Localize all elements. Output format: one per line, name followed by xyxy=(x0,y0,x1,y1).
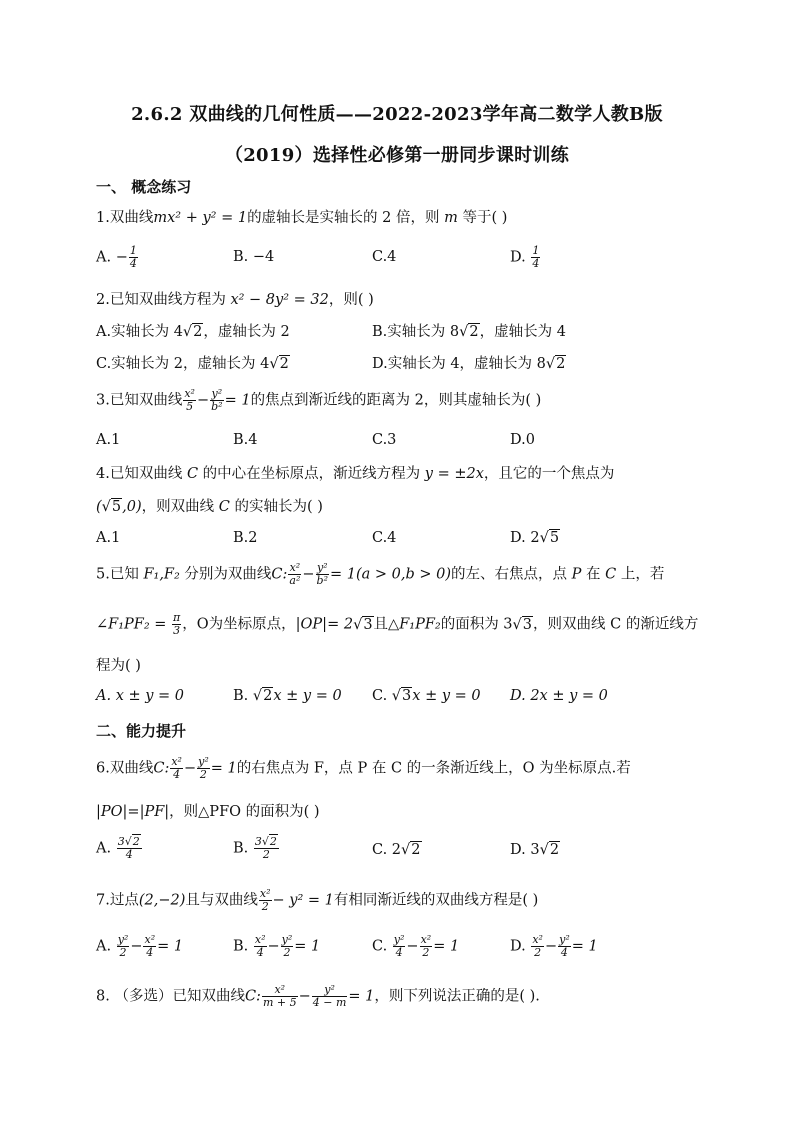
q2-options-row-2 xyxy=(96,352,716,382)
q7-option-a: A. $\frac{\text{y²}}{2}$ − $\frac{\text{x²}}{4}$ = 1 xyxy=(96,933,184,959)
q5-option-a: A. x ± y = 0 xyxy=(96,688,185,704)
q7-option-c: C. $\frac{\text{y²}}{4}$ − $\frac{\text{x²}}{2}$ = 1 xyxy=(372,933,460,959)
q1-text-2: 的虚轴长是实轴长的 2 倍，则 xyxy=(247,210,445,226)
q6-option-d: D. 3√2 xyxy=(510,842,560,858)
q4-option-d: D. 2√5 xyxy=(510,530,560,546)
question-4-line-2: (√5,0)，则双曲线 C 的实轴长为( ) xyxy=(96,499,323,515)
section-heading-concept: 一、 概念练习 xyxy=(96,178,192,196)
question-4-line-1: 4.已知双曲线 C 的中心在坐标原点，渐近线方程为 y = ±2x，且它的一个焦点为 xyxy=(96,466,615,482)
question-2: 2.已知双曲线方程为 x² − 8y² = 32，则( ) xyxy=(96,292,374,308)
q1-option-b: B. −4 xyxy=(233,249,275,265)
q3-options xyxy=(96,432,716,462)
title-line-2: （2019）选择性必修第一册同步课时训练 xyxy=(224,145,570,166)
question-8: 8. （多选）已知双曲线C: $\frac{\text{x²}}{m + 5}$ − $\frac{\text{y²}}{4 - m}$ = 1，则下列说法正确的是( ). xyxy=(96,983,540,1009)
q1-option-c: C.4 xyxy=(372,249,397,265)
question-5-line-3: 程为( ) xyxy=(96,658,141,674)
q2-option-d: D.实轴长为 4，虚轴长为 8√2 xyxy=(372,356,566,372)
q2-equation: x² − 8y² = 32 xyxy=(230,292,329,308)
q1-option-d: D. $\frac{1}{4}$ xyxy=(510,244,540,270)
q2-option-a: A.实轴长为 4√2，虚轴长为 2 xyxy=(96,324,290,340)
question-6-line-2: |PO|=|PF|，则△PFO 的面积为( ) xyxy=(96,804,320,820)
q4-option-a: A.1 xyxy=(96,530,121,546)
q6-option-b: B. $\frac{3√2}{2}$ xyxy=(233,835,277,861)
section-heading-ability: 二、能力提升 xyxy=(96,722,187,740)
question-5-line-1: 5.已知 F₁,F₂ 分别为双曲线C: $\frac{\text{x²}}{\text{a²}}$ − $\frac{\text{y²}}{\text{b²}}$ = 1(a > 0,b > 0)的左、右焦点，点 P 在 C 上，若 xyxy=(96,561,665,587)
q5-options xyxy=(96,688,716,718)
q1-text: 1.双曲线 xyxy=(96,210,154,226)
q6-option-c: C. 2√2 xyxy=(372,842,421,858)
q7-options xyxy=(96,934,716,964)
q7-option-b: B. $\frac{\text{x²}}{4}$ − $\frac{\text{y²}}{2}$ = 1 xyxy=(233,933,321,959)
q3-option-b: B.4 xyxy=(233,432,258,448)
title-line-1: 2.6.2 双曲线的几何性质——2022-2023学年高二数学人教B版 xyxy=(131,104,663,125)
q3-option-d: D.0 xyxy=(510,432,535,448)
q6-option-a: A. $\frac{3√2}{4}$ xyxy=(96,835,140,861)
q1-variable: m xyxy=(444,210,458,226)
q3-option-a: A.1 xyxy=(96,432,121,448)
q4-option-c: C.4 xyxy=(372,530,397,546)
q2-options-row-1 xyxy=(96,320,716,350)
q2-option-b: B.实轴长为 8√2，虚轴长为 4 xyxy=(372,324,566,340)
question-1 xyxy=(96,206,507,227)
q4-option-b: B.2 xyxy=(233,530,258,546)
q1-options xyxy=(96,245,716,275)
question-6-line-1: 6.双曲线C: $\frac{\text{x²}}{4}$ − $\frac{\text{y²}}{2}$ = 1的右焦点为 F，点 P 在 C 的一条渐近线上，O 为坐标原点.若 xyxy=(96,755,631,781)
q7-option-d: D. $\frac{\text{x²}}{2}$ − $\frac{\text{y²}}{4}$ = 1 xyxy=(510,933,598,959)
q1-text-3: 等于( ) xyxy=(457,210,508,226)
q5-option-d: D. 2x ± y = 0 xyxy=(510,688,608,704)
question-7: 7.过点(2,−2)且与双曲线 $\frac{\text{x²}}{2}$ − y² = 1有相同渐近线的双曲线方程是( ) xyxy=(96,887,539,913)
q6-options xyxy=(96,836,716,866)
q4-options xyxy=(96,530,716,560)
q5-option-c: C. √3x ± y = 0 xyxy=(372,688,481,704)
q3-option-c: C.3 xyxy=(372,432,397,448)
question-3: 3.已知双曲线 $\frac{\text{x²}}{5}$ − $\frac{\text{y²}}{\text{b²}}$ = 1的焦点到渐近线的距离为 2，则其虚轴长为( ) xyxy=(96,387,542,413)
q2-option-c: C.实轴长为 2，虚轴长为 4√2 xyxy=(96,356,289,372)
q1-equation: mx² + y² = 1 xyxy=(153,210,248,226)
q5-option-b: B. √2x ± y = 0 xyxy=(233,688,342,704)
question-5-line-2: ∠F₁PF₂ = $\frac{\pi}{3}$ ，O为坐标原点，|OP|= 2√3且△F₁PF₂的面积为 3√3，则双曲线 C 的渐近线方 xyxy=(96,611,699,637)
q1-option-a: A. − $\frac{1}{4}$ xyxy=(96,244,137,270)
